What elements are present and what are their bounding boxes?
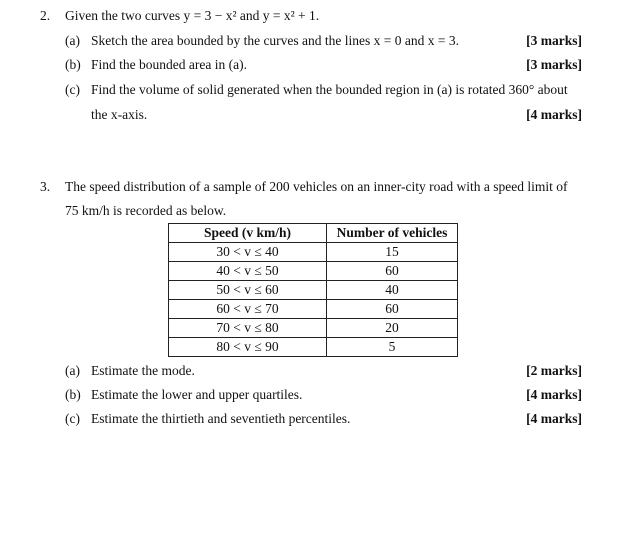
q3-part-c: [65, 411, 350, 427]
q2-part-c-text: Find the volume of solid generated when the bounded region in (a) is rotated 360° about: [91, 82, 568, 97]
header-vehicles: Number of vehicles: [327, 224, 458, 243]
q2-part-a-marks: [3 marks]: [526, 33, 582, 48]
q3-part-b: [65, 387, 302, 403]
count-cell: 60: [327, 300, 458, 319]
speed-cell: 50 < v ≤ 60: [169, 281, 327, 300]
header-speed: Speed (v km/h): [169, 224, 327, 243]
speed-distribution-table: [168, 223, 458, 357]
q2-part-b-label: (b): [65, 57, 81, 72]
speed-cell: 60 < v ≤ 70: [169, 300, 327, 319]
count-cell: 15: [327, 243, 458, 262]
question-2-stem: Given the two curves y = 3 − x² and y = x² + 1.: [65, 8, 320, 23]
speed-cell: 40 < v ≤ 50: [169, 262, 327, 281]
q3-part-b-text: Estimate the lower and upper quartiles.: [91, 387, 303, 402]
q3-part-c-label: (c): [65, 411, 80, 426]
q3-part-c-text: Estimate the thirtieth and seventieth percentiles.: [91, 411, 351, 426]
q2-part-c: [65, 82, 568, 98]
speed-cell: 80 < v ≤ 90: [169, 338, 327, 357]
q2-part-a-text: Sketch the area bounded by the curves and the lines x = 0 and x = 3.: [91, 33, 460, 48]
table-row: [169, 319, 458, 338]
table-row: [169, 338, 458, 357]
question-2-number: 2.: [40, 8, 51, 23]
question-3-number: 3.: [40, 179, 51, 194]
q3-part-b-marks: [4 marks]: [526, 387, 582, 402]
table-row: [169, 300, 458, 319]
question-3-stem-line-2: 75 km/h is recorded as below.: [65, 203, 227, 218]
q2-part-a: [65, 33, 459, 49]
q2-part-c-marks: [4 marks]: [526, 107, 582, 122]
q3-part-a-label: (a): [65, 363, 80, 378]
q2-part-b: [65, 57, 247, 73]
q3-part-c-marks: [4 marks]: [526, 411, 582, 426]
speed-cell: 70 < v ≤ 80: [169, 319, 327, 338]
count-cell: 20: [327, 319, 458, 338]
q2-part-b-text: Find the bounded area in (a).: [91, 57, 247, 72]
count-cell: 5: [327, 338, 458, 357]
count-cell: 40: [327, 281, 458, 300]
table-row: [169, 262, 458, 281]
q3-part-a: [65, 363, 195, 379]
q2-part-c-label: (c): [65, 82, 80, 97]
table-header-row: [169, 224, 458, 243]
q3-part-a-text: Estimate the mode.: [91, 363, 195, 378]
q3-part-a-marks: [2 marks]: [526, 363, 582, 378]
table-row: [169, 281, 458, 300]
q2-part-c-text-continued: the x-axis.: [91, 107, 148, 122]
q2-part-a-label: (a): [65, 33, 80, 48]
question-3-stem-line-1: The speed distribution of a sample of 200 vehicles on an inner-city road with a speed limit of: [65, 179, 568, 194]
table-row: [169, 243, 458, 262]
speed-cell: 30 < v ≤ 40: [169, 243, 327, 262]
q2-part-b-marks: [3 marks]: [526, 57, 582, 72]
q3-part-b-label: (b): [65, 387, 81, 402]
count-cell: 60: [327, 262, 458, 281]
